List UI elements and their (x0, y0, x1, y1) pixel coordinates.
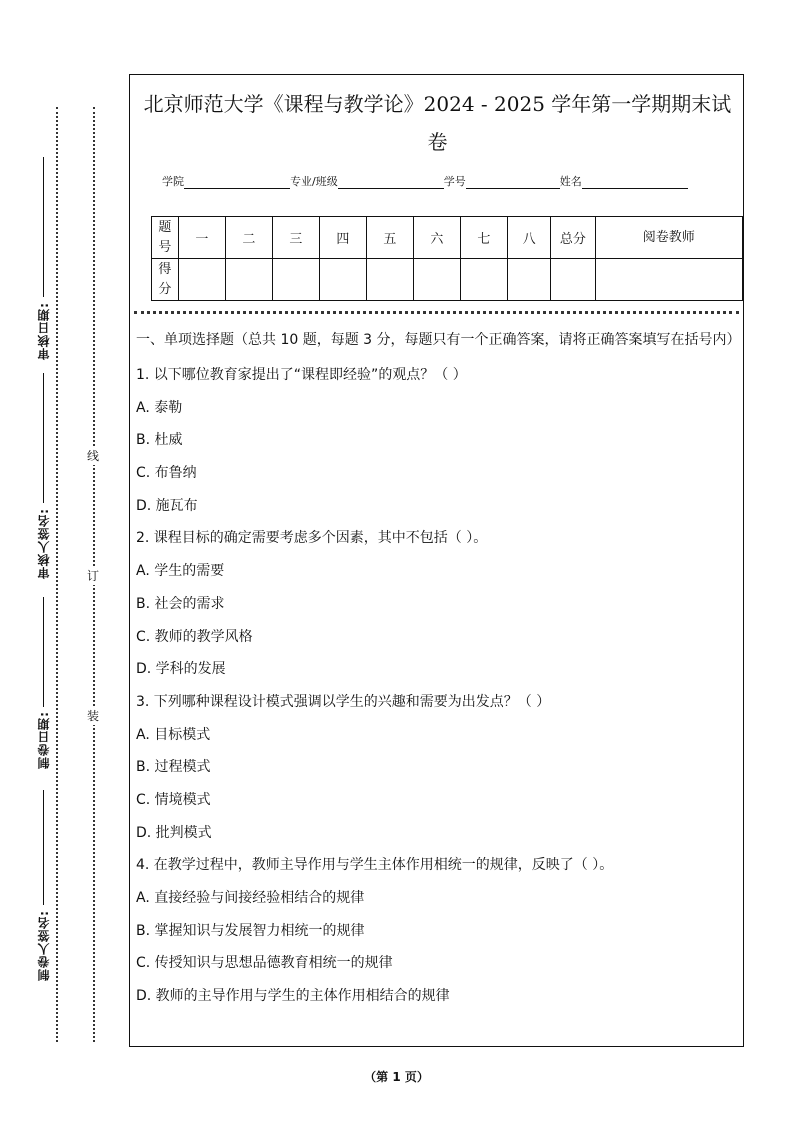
exam-paper (129, 74, 744, 1047)
question-1-option-a: A. 泰勒 (136, 399, 183, 416)
question-4-option-b: B. 掌握知识与发展智力相统一的规律 (136, 922, 365, 939)
question-2-option-d: D. 学科的发展 (136, 661, 226, 678)
college-label: 学院 (162, 175, 184, 188)
question-4-option-d: D. 教师的主导作用与学生的主体作用相结合的规律 (136, 988, 450, 1005)
question-1-option-d: D. 施瓦布 (136, 497, 198, 514)
preparer-signature-line (43, 790, 44, 905)
major-class-label: 专业/班级 (290, 175, 338, 188)
question-1-stem: 1. 以下哪位教育家提出了“课程即经验”的观点？（ ） (136, 367, 467, 383)
score-cell[interactable] (225, 259, 272, 301)
score-cell[interactable] (319, 259, 366, 301)
section-1 (136, 329, 741, 1013)
audit-date-line (43, 157, 44, 297)
prepare-date-line (43, 597, 44, 707)
page-number: （第 1 页） (364, 1070, 429, 1084)
auditor-signature-label: 审核人签名: (37, 508, 51, 579)
student-id-label: 学号 (443, 175, 466, 188)
section-1-heading: 一、单项选择题（总共 10 题，每题 3 分，每题只有一个正确答案，请将正确答案填写在括号内） (136, 332, 741, 348)
col-3: 三 (272, 217, 319, 259)
score-cell[interactable] (366, 259, 413, 301)
bind-char-bind: 装 (86, 709, 99, 723)
auditor-signature-line (43, 373, 44, 503)
col-2: 二 (225, 217, 272, 259)
col-6: 六 (413, 217, 460, 259)
score-table-header-row (152, 217, 743, 259)
col-total: 总分 (551, 217, 595, 259)
audit-date-label: 审核日期: (37, 302, 51, 360)
question-2-stem: 2. 课程目标的确定需要考虑多个因素，其中不包括（ ）。 (136, 530, 488, 547)
dotted-separator (134, 311, 739, 314)
grader-header: 阅卷教师 (595, 217, 742, 259)
col-5: 五 (366, 217, 413, 259)
question-3-option-b: B. 过程模式 (136, 759, 211, 776)
question-2-option-a: A. 学生的需要 (136, 563, 225, 580)
score-cell[interactable] (272, 259, 319, 301)
question-number-header: 题号 (152, 217, 179, 259)
bind-char-line: 线 (86, 449, 99, 463)
name-label: 姓名 (559, 175, 582, 188)
bind-char-staple: 订 (86, 569, 99, 583)
name-field[interactable] (582, 174, 688, 189)
binding-dotted-line (56, 107, 58, 1042)
college-field[interactable] (184, 174, 290, 189)
grader-cell[interactable] (595, 259, 742, 301)
col-7: 七 (460, 217, 507, 259)
prepare-date-label: 制卷日期: (37, 711, 51, 769)
preparer-signature-label: 制卷人签名: (37, 910, 51, 981)
col-1: 一 (178, 217, 225, 259)
score-row-header: 得分 (152, 259, 179, 301)
score-cell[interactable] (178, 259, 225, 301)
question-3-option-a: A. 目标模式 (136, 726, 211, 743)
question-1-option-b: B. 杜威 (136, 432, 183, 449)
question-3-option-d: D. 批判模式 (136, 824, 212, 841)
question-4-option-a: A. 直接经验与间接经验相结合的规律 (136, 890, 365, 906)
exam-title: 北京师范大学《课程与教学论》2024 - 2025 学年第一学期期末试卷 (143, 92, 732, 154)
question-3-option-c: C. 情境模式 (136, 791, 211, 808)
student-info-row (162, 173, 722, 191)
question-4-stem: 4. 在教学过程中，教师主导作用与学生主体作用相统一的规律，反映了（ ）。 (136, 857, 614, 874)
major-class-field[interactable] (338, 174, 444, 189)
question-2-option-c: C. 教师的教学风格 (136, 628, 253, 645)
score-cell[interactable] (507, 259, 550, 301)
score-cell[interactable] (460, 259, 507, 301)
score-table-score-row (152, 259, 743, 301)
col-8: 八 (507, 217, 550, 259)
question-2-option-b: B. 社会的需求 (136, 595, 225, 612)
score-cell[interactable] (413, 259, 460, 301)
score-table (151, 216, 743, 301)
col-4: 四 (319, 217, 366, 259)
question-4-option-c: C. 传授知识与思想品德教育相统一的规律 (136, 955, 393, 972)
question-3-stem: 3. 下列哪种课程设计模式强调以学生的兴趣和需要为出发点？（ ） (136, 693, 551, 710)
question-1-option-c: C. 布鲁纳 (136, 465, 197, 482)
score-cell-total[interactable] (551, 259, 595, 301)
student-id-field[interactable] (466, 174, 560, 189)
